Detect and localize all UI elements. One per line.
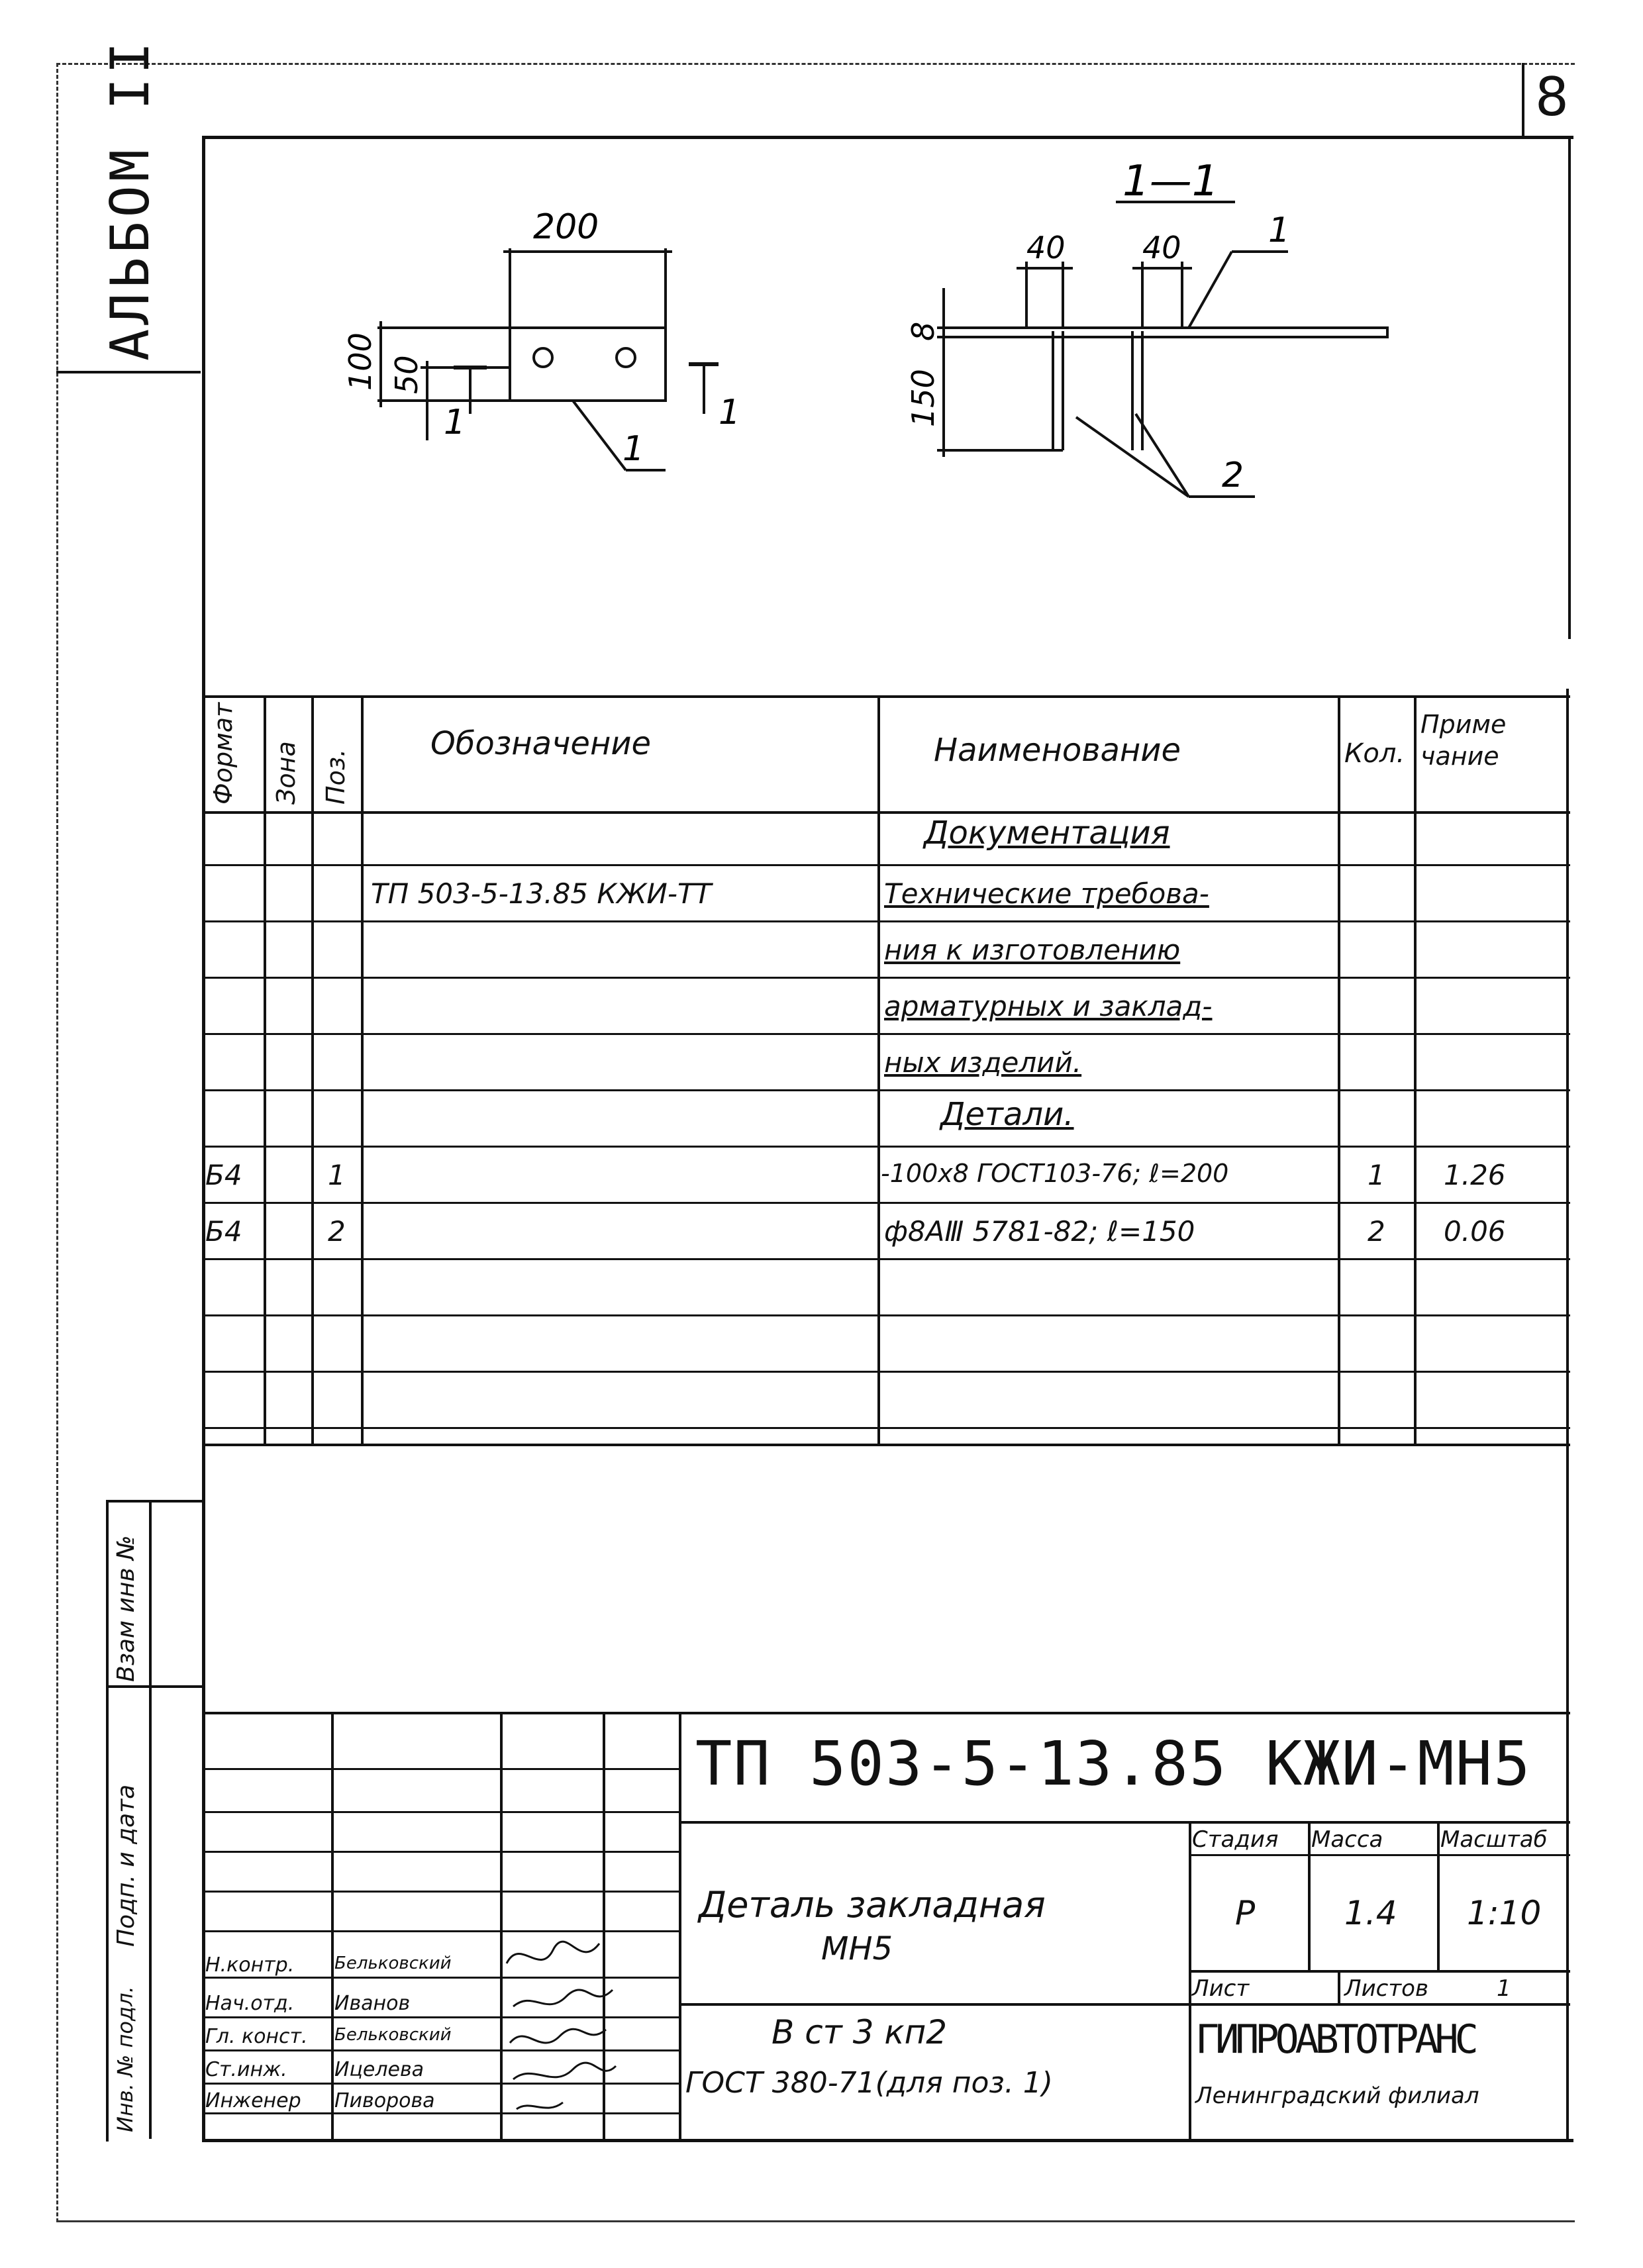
- stage-label: Стадия: [1192, 1826, 1279, 1853]
- staff-name-3: Бельковский: [334, 2025, 452, 2045]
- tb-stage-header-bottom: [1189, 1854, 1570, 1856]
- plate-plan: [510, 328, 666, 401]
- staff-row-1: [202, 1768, 679, 1770]
- row-1-note: 1.26: [1444, 1159, 1506, 1191]
- spec-row-line-4: [202, 1033, 1570, 1035]
- doc-designation: ТП 503-5-13.85 КЖИ-ТТ: [371, 877, 712, 910]
- dim-40-right: 40: [1142, 230, 1181, 266]
- staff-col-1: [331, 1712, 334, 2139]
- header-qty: Кол.: [1344, 738, 1405, 769]
- spec-row-line-11: [202, 1427, 1570, 1429]
- staff-role-3: Гл. конст.: [205, 2025, 308, 2048]
- spec-col-5: [1338, 695, 1340, 1444]
- spec-col-3: [361, 695, 364, 1444]
- row-2-qty: 2: [1368, 1215, 1385, 1248]
- tb-title-bottom: [679, 2003, 1570, 2006]
- mass-value: 1.4: [1344, 1894, 1397, 1932]
- spec-row-line-3: [202, 977, 1570, 979]
- sheet-number: 8: [1535, 66, 1569, 128]
- sheets-value: 1: [1497, 1975, 1511, 2002]
- side-label-replacement: Взам инв №: [113, 1535, 140, 1682]
- row-2-format: Б4: [205, 1215, 242, 1248]
- material-line-1: В ст 3 кп2: [772, 2013, 948, 2051]
- tb-col-left: [679, 1712, 681, 2139]
- spec-row-line-1: [202, 864, 1570, 866]
- branch: Ленинградский филиал: [1195, 2083, 1479, 2109]
- staff-role-5: Инженер: [205, 2089, 301, 2112]
- dim-50: 50: [389, 355, 424, 394]
- spec-row-line-6: [202, 1146, 1570, 1148]
- spec-header-bottom: [202, 811, 1570, 814]
- drawing-code: ТП 503-5-13.85 КЖИ-МН5: [695, 1728, 1532, 1799]
- row-2-name: ф8АⅢ 5781-82; ℓ=150: [884, 1215, 1195, 1248]
- plate-section: [944, 328, 1387, 337]
- doc-name-line-4: ных изделий.: [884, 1046, 1082, 1079]
- row-1-pos: 1: [328, 1159, 346, 1191]
- cut-label-right: 1: [719, 393, 741, 432]
- material-line-2: ГОСТ 380-71(для поз. 1): [685, 2066, 1053, 2100]
- row-1-format: Б4: [205, 1159, 242, 1191]
- staff-row-4: [202, 1891, 679, 1893]
- tb-col-mass: [1308, 1821, 1311, 1970]
- scale-value: 1:10: [1467, 1894, 1542, 1932]
- plan-pos-1: 1: [622, 429, 645, 469]
- row-2-note: 0.06: [1444, 1215, 1506, 1248]
- staff-name-1: Бельковский: [334, 1953, 452, 1973]
- header-pos: Поз.: [321, 748, 350, 805]
- spec-row-line-9: [202, 1314, 1570, 1316]
- header-zone: Зона: [272, 741, 301, 805]
- dim-100: 100: [342, 332, 378, 391]
- spec-col-2: [311, 695, 314, 1444]
- side-stamp-inner-line: [149, 1500, 152, 2139]
- sheet-label: Лист: [1192, 1975, 1250, 2002]
- section-documentation: Документация: [924, 814, 1170, 852]
- scale-label: Масштаб: [1440, 1826, 1548, 1853]
- organization: ГИПРОАВТОТРАНС: [1195, 2016, 1475, 2063]
- staff-role-4: Ст.инж.: [205, 2058, 287, 2081]
- staff-role-1: Н.контр.: [205, 1953, 295, 1977]
- title-line-1: Деталь закладная: [699, 1884, 1046, 1926]
- spec-row-line-7: [202, 1202, 1570, 1204]
- dim-8: 8: [905, 321, 941, 341]
- tb-values-bottom: [1189, 1970, 1570, 1973]
- staff-name-4: Ицелева: [334, 2058, 424, 2081]
- row-1-qty: 1: [1368, 1159, 1385, 1191]
- tb-col-stage: [1189, 1821, 1191, 2139]
- staff-role-2: Нач.отд.: [205, 1992, 295, 2015]
- doc-name-line-2: ния к изготовлению: [884, 934, 1181, 966]
- spec-row-line-8: [202, 1258, 1570, 1260]
- side-label-inventory: Инв. № подл.: [113, 1986, 138, 2132]
- stage-value: Р: [1235, 1894, 1256, 1932]
- title-line-2: МН5: [821, 1930, 893, 1967]
- spec-row-line-5: [202, 1089, 1570, 1091]
- side-stamp-divider-1: [106, 1685, 202, 1688]
- section-pos-1: 1: [1268, 211, 1291, 250]
- side-label-signature: Подп. и дата: [113, 1784, 140, 1947]
- header-designation: Обозначение: [430, 725, 652, 762]
- spec-col-6: [1414, 695, 1417, 1444]
- spec-col-1: [264, 695, 266, 1444]
- section-details: Детали.: [940, 1096, 1074, 1133]
- cut-label-left: 1: [444, 403, 466, 442]
- staff-row-3: [202, 1851, 679, 1853]
- dim-200: 200: [533, 207, 599, 247]
- mass-label: Масса: [1311, 1826, 1383, 1853]
- dim-40-left: 40: [1026, 230, 1066, 266]
- staff-name-2: Иванов: [334, 1992, 411, 2015]
- staff-name-5: Пиворова: [334, 2089, 435, 2112]
- spec-bottom-line: [202, 1444, 1570, 1446]
- spec-col-4: [877, 695, 880, 1444]
- header-note: Приме чание: [1420, 710, 1507, 771]
- row-1-name: -100х8 ГОСТ103-76; ℓ=200: [881, 1159, 1229, 1188]
- dim-150: 150: [905, 369, 941, 427]
- frame-right-edge-lower: [1566, 689, 1569, 2139]
- tb-col-sheets: [1338, 1970, 1340, 2003]
- drawing-area: [202, 136, 1570, 699]
- staff-row-2: [202, 1811, 679, 1813]
- doc-name-line-1: Технические требова-: [884, 877, 1209, 910]
- section-pos-2: 2: [1222, 456, 1244, 495]
- signatures: [500, 1924, 632, 2122]
- row-2-pos: 2: [328, 1215, 346, 1248]
- tb-col-scale: [1437, 1821, 1440, 1970]
- spec-top-line: [202, 695, 1570, 698]
- album-label: АЛЬБОМ II: [99, 38, 161, 361]
- spec-row-line-2: [202, 920, 1570, 922]
- sheets-label: Листов: [1344, 1975, 1429, 2002]
- tb-top-line: [202, 1712, 1570, 1714]
- doc-name-line-3: арматурных и заклад-: [884, 990, 1213, 1022]
- header-name: Наименование: [934, 732, 1181, 769]
- header-format: Формат: [209, 702, 238, 805]
- spec-row-line-10: [202, 1371, 1570, 1373]
- section-title: 1—1: [1122, 157, 1219, 206]
